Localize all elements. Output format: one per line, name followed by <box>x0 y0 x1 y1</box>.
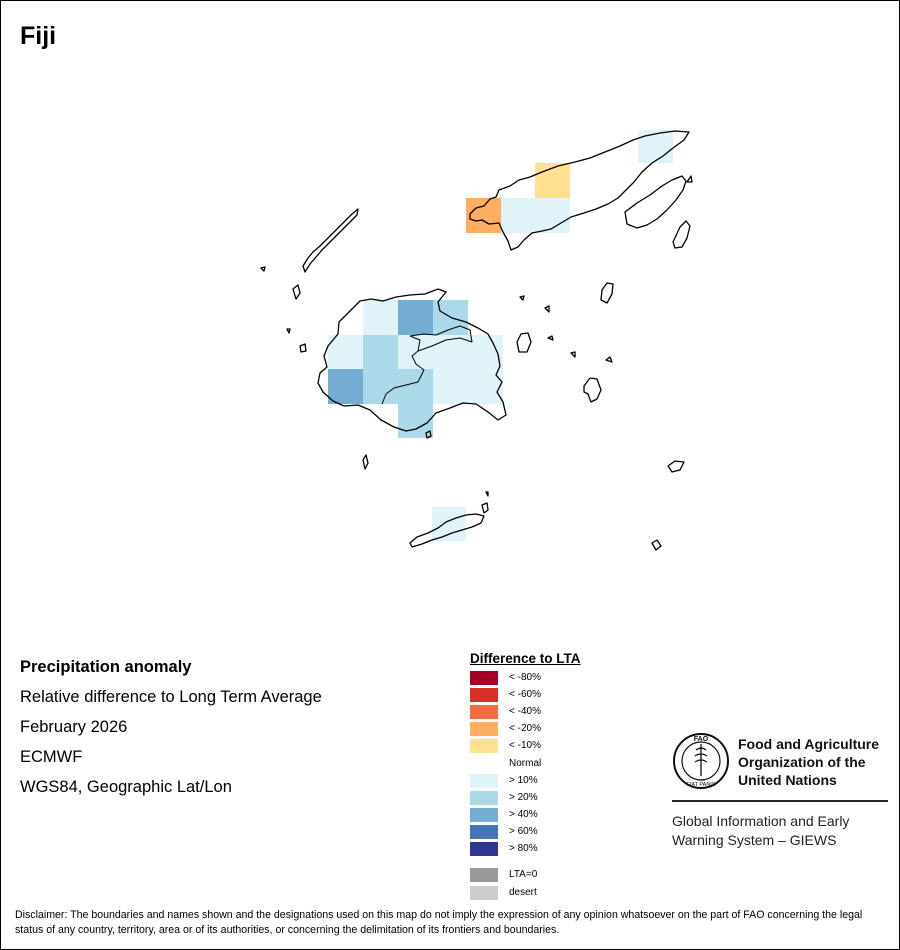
island-small <box>601 283 613 303</box>
giews-name-line: Warning System – GIEWS <box>672 832 837 848</box>
fao-org-name-line: Organization of the <box>738 754 866 770</box>
fao-logo-letters: FAO <box>693 736 709 743</box>
island-small <box>652 540 661 550</box>
legend-label: < -60% <box>509 689 541 700</box>
legend-swatch <box>470 739 498 753</box>
giews-name <box>672 812 849 850</box>
legend-swatch <box>470 774 498 788</box>
map-info <box>20 656 322 806</box>
grid-cell <box>398 404 433 438</box>
info-heading: Precipitation anomaly <box>20 658 192 676</box>
grid-cell <box>363 300 398 335</box>
legend-swatch <box>470 868 498 882</box>
legend-title: Difference to LTA <box>470 651 581 666</box>
island-small <box>584 378 601 402</box>
legend-label: > 80% <box>509 843 538 854</box>
grid-cell <box>398 369 433 404</box>
info-source: ECMWF <box>20 748 83 766</box>
grid-cell <box>433 369 503 404</box>
island-small <box>363 455 368 469</box>
legend-swatch <box>470 671 498 685</box>
legend-label: > 20% <box>509 792 538 803</box>
info-projection: WGS84, Geographic Lat/Lon <box>20 778 232 796</box>
legend-swatch <box>470 757 498 771</box>
giews-name-line: Global Information and Early <box>672 813 850 829</box>
island-small <box>687 176 692 182</box>
legend-swatch <box>470 808 498 822</box>
legend-label: > 10% <box>509 775 538 786</box>
disclaimer: Disclaimer: The boundaries and names shown and the designations used on this map do not imply the expression of any opinion whatsoever on the part of FAO concerning the legal status of any country, territory, area or of its authorities, or concerning the delimitation of its frontiers and boundaries. <box>15 909 863 936</box>
legend-label: desert <box>509 887 537 898</box>
legend-swatch <box>470 791 498 805</box>
grid-cell <box>363 369 398 404</box>
info-subheading: Relative difference to Long Term Average <box>20 688 322 706</box>
island-small <box>668 461 684 472</box>
island-yasawa <box>303 209 358 272</box>
legend-label: < -10% <box>509 740 541 751</box>
legend-swatch <box>470 688 498 702</box>
island-small <box>482 503 488 513</box>
grid-cell <box>398 300 433 335</box>
fao-org-name-line: Food and Agriculture <box>738 736 880 752</box>
grid-cell <box>466 198 501 233</box>
map-title: Fiji <box>20 22 57 50</box>
anomaly-grid <box>328 130 673 541</box>
fao-org-name-line: United Nations <box>738 772 837 788</box>
legend-swatch <box>470 722 498 736</box>
island-small <box>293 285 300 299</box>
fao-logo <box>672 732 730 790</box>
island-small <box>548 336 553 340</box>
legend-swatch <box>470 886 498 900</box>
island-small <box>606 357 612 362</box>
island-small <box>545 306 549 312</box>
legend-swatch <box>470 825 498 839</box>
legend-label: > 60% <box>509 826 538 837</box>
legend-label: > 40% <box>509 809 538 820</box>
island-small <box>571 352 575 357</box>
legend-label: < -20% <box>509 723 541 734</box>
legend-label: Normal <box>509 758 542 769</box>
island-small <box>520 296 524 300</box>
legend-swatch <box>470 705 498 719</box>
grid-cell <box>328 369 363 404</box>
info-period: February 2026 <box>20 718 128 736</box>
grid-cell <box>638 130 673 163</box>
legend-swatch <box>470 842 498 856</box>
grid-cell <box>501 198 570 233</box>
island-small <box>673 221 690 248</box>
island-small <box>300 344 306 352</box>
island-small <box>261 267 265 271</box>
grid-cell <box>432 507 466 541</box>
island-ovalau <box>517 333 531 352</box>
island-taveuni <box>625 176 686 228</box>
legend-label: < -80% <box>509 672 541 683</box>
island-small <box>486 492 488 496</box>
grid-cell <box>398 335 503 369</box>
divider <box>672 800 888 802</box>
legend <box>470 651 610 898</box>
grid-cell <box>363 335 398 369</box>
legend-label: LTA=0 <box>509 869 538 880</box>
legend-label: < -40% <box>509 706 541 717</box>
fao-logo-motto: FIAT PANIS <box>686 782 716 788</box>
island-small <box>287 329 290 333</box>
fao-org-name <box>738 735 879 789</box>
